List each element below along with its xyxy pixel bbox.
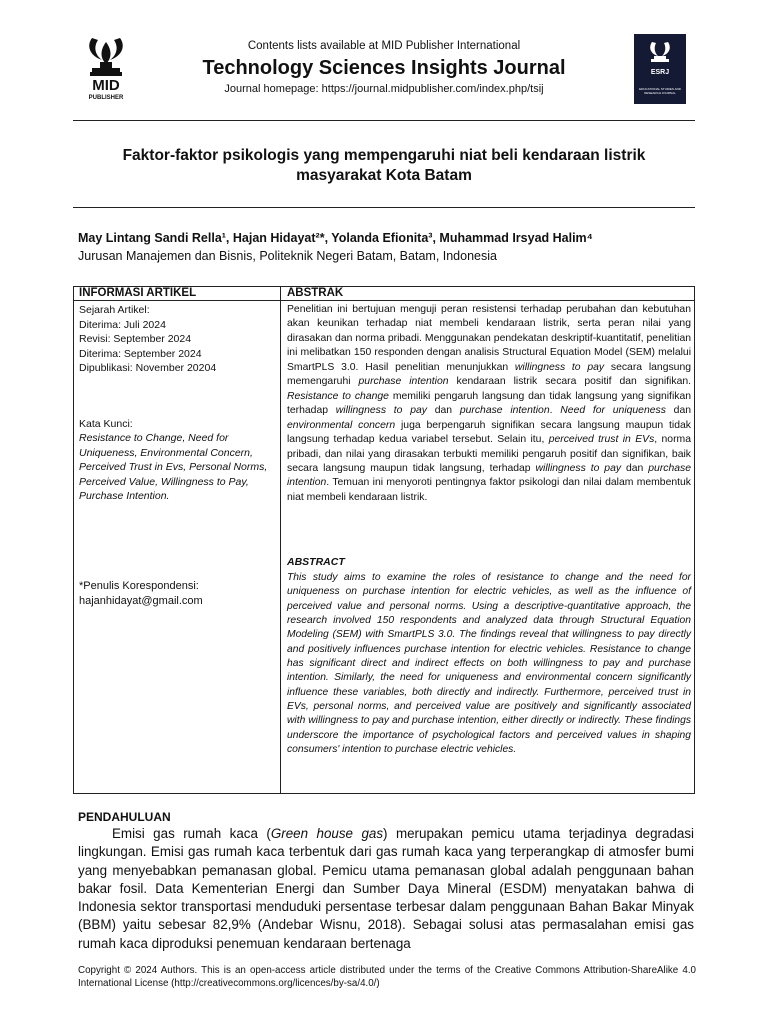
journal-cover-icon: [634, 34, 686, 104]
publisher-logo-text: MID: [92, 77, 120, 94]
section-heading: PENDAHULUAN: [78, 810, 171, 824]
correspondence-email[interactable]: hajanhidayat@gmail.com: [79, 595, 203, 607]
history-label: Sejarah Artikel:: [79, 304, 150, 316]
article-title: [90, 146, 678, 186]
article-info-header: INFORMASI ARTIKEL: [79, 287, 197, 299]
abstrak-header: ABSTRAK: [287, 287, 344, 299]
article-history: [79, 303, 275, 376]
journal-cover-image: [634, 34, 686, 104]
abstract-heading: ABSTRACT: [287, 556, 345, 568]
copyright-notice: Copyright © 2024 Authors. This is an open-access article distributed under the terms of the Creative Commons Attribution-ShareAlike 4.0 International License (http://creativecommons.org/licences/by-sa/4.0/): [78, 965, 696, 989]
published-date: Dipublikasi: November 20204: [79, 362, 217, 374]
cover-label: ESRJ: [650, 69, 670, 76]
journal-homepage[interactable]: Journal homepage: https://journal.midpublisher.com/index.php/tsij: [224, 83, 544, 95]
correspondence-label: *Penulis Korespondensi:: [79, 580, 199, 592]
header-divider: [73, 120, 695, 121]
abstract-paragraph: This study aims to examine the roles of resistance to change and the need for uniqueness on purchase intention for electric vehicles, as well as the influence of perceived value and personal norms. Using a descriptive-quantitative approach, the research involved 150 respondents and analyzed data through Structural Equation Modeling (SEM) with SmartPLS 3.0. The findings reveal that willingness to pay directly and positively influences purchase intention for electric vehicles. Resistance to change has significant direct and indirect effects on both willingness to pay and purchase intention. Similarly, the need for uniqueness and environmental concern significantly influence these variables, both directly and indirectly. Furthermore, perceived trust in EVs, personal norms, and perceived value are positively and significantly associated with willingness to pay and purchase intention, either directly or indirectly. These findings underscore the importance of psychological factors and perceived values in shaping consumers' intention to purchase electric vehicles.: [287, 572, 691, 756]
publisher-logo: [78, 32, 134, 104]
abstrak-paragraph: Penelitian ini bertujuan menguji peran resistensi terhadap perubahan dan kebutuhan akan keunikan terhadap niat membeli kendaraan listrik, serta peran nilai yang dirasakan dan norma pribadi. Menggunakan pendekatan deskriptif-kuantitatif, penelitian ini melibatkan 150 responden dengan analisis Structural Equation Model (SEM) melalui SmartPLS 3.0. Hasil penelitian menunjukkan willingness to pay secara langsung memengaruhi purchase intention kendaraan listrik secara positif dan signifikan. Resistance to change memiliki pengaruh langsung dan tidak langsung yang signifikan terhadap willingness to pay dan purchase intention. Need for uniqueness dan environmental concern juga berpengaruh signifikan secara langsung maupun tidak langsung terhadap kedua variabel tersebut. Selain itu, perceived trust in EVs, norma pribadi, dan nilai yang dirasakan terbukti memiliki pengaruh positif dan signifikan, baik secara langsung maupun tidak langsung, terhadap willingness to pay dan purchase intention. Temuan ini menyoroti pentingnya faktor psikologi dan nilai dalam membentuk niat membeli kendaraan listrik.: [287, 304, 692, 503]
received-date: Diterima: Juli 2024: [79, 318, 166, 331]
keywords-label: Kata Kunci:: [79, 418, 133, 430]
author-list: May Lintang Sandi Rella¹, Hajan Hidayat²*, Yolanda Efionita³, Muhammad Irsyad Halim⁴: [78, 231, 593, 245]
publisher-logo-icon: [78, 32, 134, 104]
table-header-divider: [73, 300, 695, 301]
article-title-line-2: masyarakat Kota Batam: [296, 167, 472, 184]
accepted-date: Diterima: September 2024: [79, 347, 202, 360]
keywords: Resistance to Change, Need for Uniqueness, Environmental Concern, Perceived Trust in Evs, Personal Norms, Perceived Value, Willingness to Pay, Purchase Intention.: [79, 432, 268, 502]
affiliation: Jurusan Manajemen dan Bisnis, Politeknik Negeri Batam, Batam, Indonesia: [78, 249, 497, 263]
table-column-divider: [280, 286, 281, 794]
journal-title: Technology Sciences Insights Journal: [202, 57, 566, 79]
revised-date: Revisi: September 2024: [79, 333, 192, 345]
cover-subtext: EDUCATIONAL STUDIES AND RESEARCH JOURNAL: [639, 88, 681, 95]
contents-line: Contents lists available at MID Publisher International: [247, 40, 521, 52]
title-divider: [73, 207, 695, 208]
article-title-line-1: Faktor-faktor psikologis yang mempengaruhi niat beli kendaraan listrik: [122, 147, 646, 164]
publisher-logo-subtext: PUBLISHER: [88, 95, 124, 101]
intro-paragraph: Emisi gas rumah kaca (Green house gas) merupakan pemicu utama terjadinya degradasi lingkungan. Emisi gas rumah kaca terbentuk dari gas rumah kaca yang terperangkap di atmosfer bumi yang menyebabkan pemanasan global. Pemicu utama pemanasan global adalah penggunaan bahan bakar fosil. Data Kementerian Energi dan Sumber Daya Mineral (ESDM) menyatakan bahwa di Indonesia sektor transportasi menduduki persentase terbesar dalam penggunaan Bahan Bakar Minyak (BBM) yaitu sebesar 82,9% (Andebar Wisnu, 2018). Sebagai solusi atas permasalahan emisi gas rumah kaca diproduksi penemuan kendaraan bertenaga: [78, 826, 695, 951]
